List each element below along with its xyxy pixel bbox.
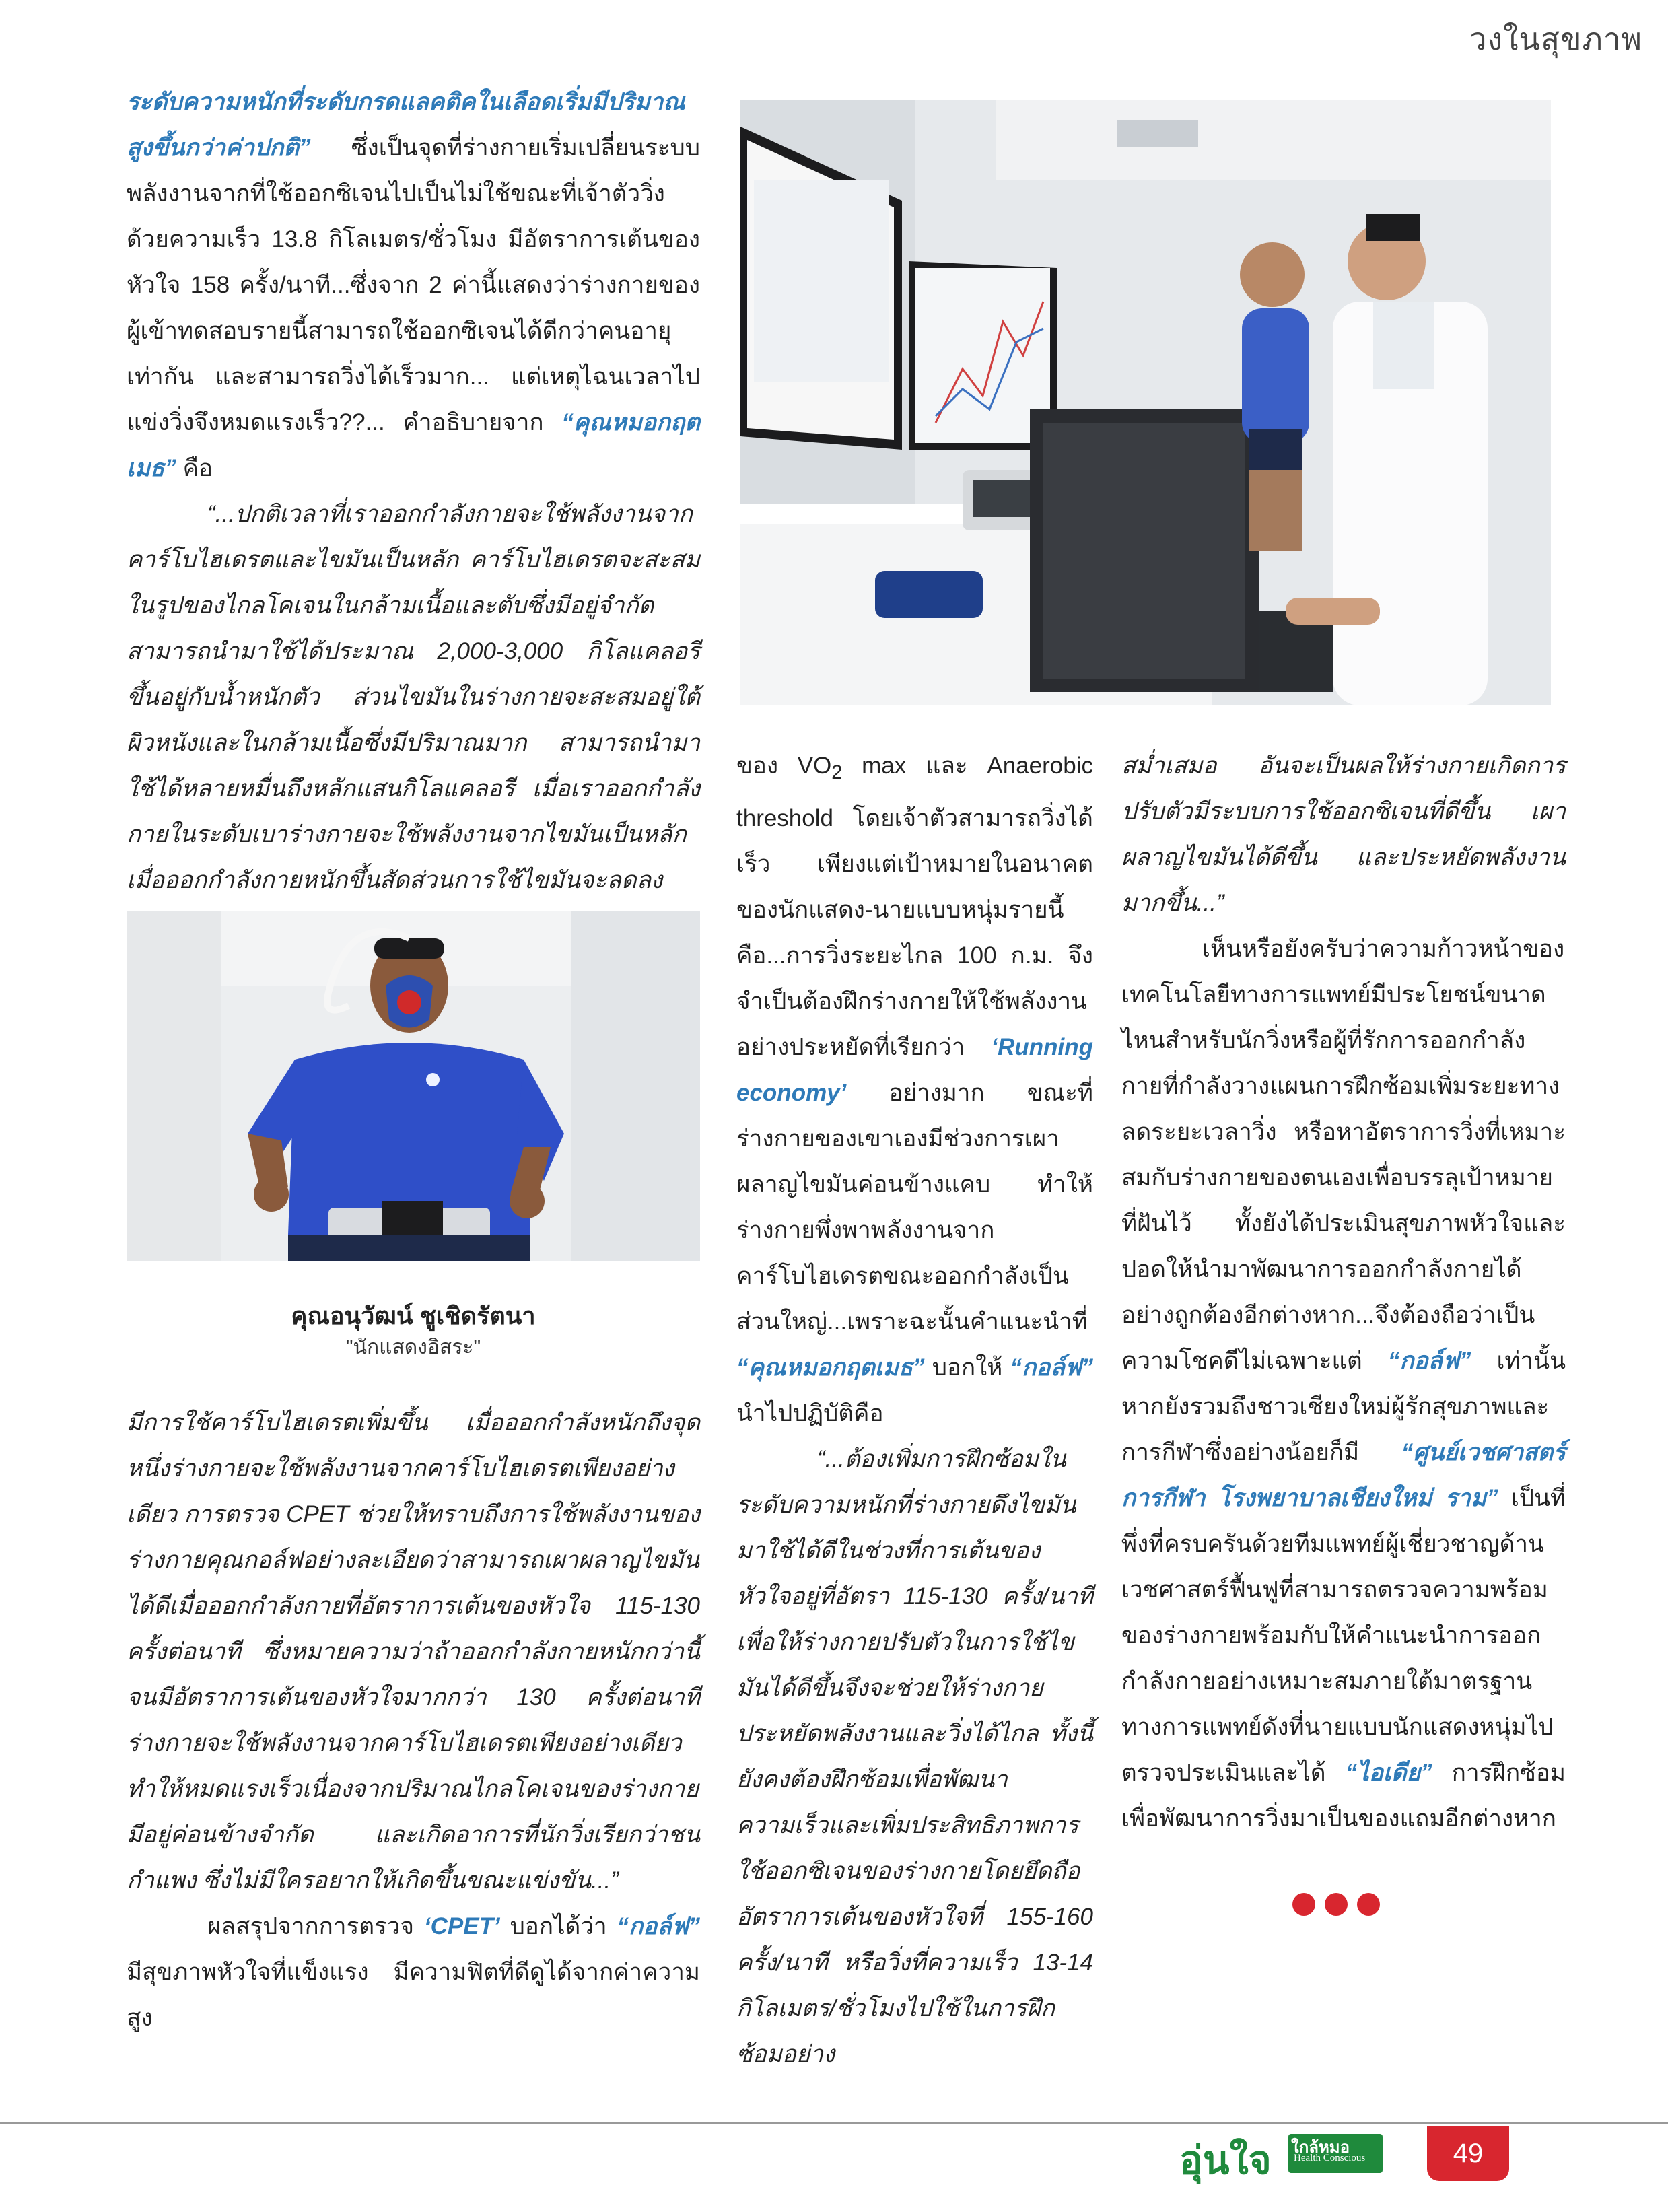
logo-subtitle: Health Conscious: [1294, 2153, 1366, 2164]
quote-paragraph: สม่ำเสมอ อันจะเป็นผลให้ร่างกายเกิดการปรับตัวมีระบบการใช้ออกซิเจนที่ดีขึ้น เผาผลาญไขมันได้ดีขึ้น และประหยัดพลังงานมากขึ้น...”: [1121, 753, 1566, 916]
quote-paragraph: มีการใช้คาร์โบไฮเดรตเพิ่มขึ้น เมื่อออกกำลังหนักถึงจุดหนึ่งร่างกายจะใช้พลังงานจากคาร์โบไฮเดรตเพียงอย่างเดียว การตรวจ CPET ช่วยให้ทราบถึงการใช้พลังงานของร่างกายคุณกอล์ฟอย่างละเอียดว่าสามารถเผาผลาญไขมันได้ดีเมื่อออกกำลังกายที่อัตราการเต้นของหัวใจ 115-130 ครั้งต่อนาที ซึ่งหมายความว่าถ้าออกกำลังกายหนักกว่านี้จนมีอัตราการเต้นของหัวใจมากกว่า 130 ครั้งต่อนาที ร่างกายจะใช้พลังงานจากคาร์โบไฮเดรตเพียงอย่างเดียว ทำให้หมดแรงเร็วเนื่องจากปริมาณไกลโคเจนของร่างกายมีอยู่ค่อนข้างจำกัด และเกิดอาการที่นักวิ่งเรียกว่าชนกำแพง ซึ่งไม่มีใครอยากให้เกิดขึ้นขณะแข่งขัน...”: [127, 1410, 700, 1894]
highlight-text: “ไอเดีย”: [1345, 1760, 1432, 1786]
runner-photo-illustration: [127, 911, 700, 1261]
paragraph: ของ $VO_2$ max และ Anaerobic threshold โดยเจ้าตัวสามารถวิ่งได้เร็ว เพียงแต่เป้าหมายในอนาคตของนักแสดง-นายแบบหนุ่มรายนี้คือ...การวิ่งระยะไกล 100 ก.ม. จึงจำเป็นต้องฝึกร่างกายให้ใช้พลังงานอย่างประหยัดที่เรียกว่า ‘Running economy’ อย่างมาก ขณะที่ร่างกายของเขาเองมีช่วงการเผาผลาญไขมันค่อนข้างแคบ ทำให้ร่างกายพึ่งพาพลังงานจากคาร์โบไฮเดรตขณะออกกำลังเป็นส่วนใหญ่...เพราะฉะนั้นคำแนะนำที่ “คุณหมอกฤตเมธ” บอกให้ “กอล์ฟ” นำไปปฏิบัติคือ: [736, 753, 1093, 1426]
highlight-text: ‘Running economy’: [736, 1034, 1093, 1106]
article-column-1-top: [127, 79, 700, 949]
article-column-3: [1121, 743, 1566, 1842]
paragraph: เห็นหรือยังครับว่าความก้าวหน้าของเทคโนโลยีทางการแพทย์มีประโยชน์ขนาดไหนสำหรับนักวิ่งหรือผู้ที่รักการออกกำลังกายที่กำลังวางแผนการฝึกซ้อมเพิ่มระยะทาง ลดระยะเวลาวิ่ง หรือหาอัตราการวิ่งที่เหมาะสมกับร่างกายของตนเองเพื่อบรรลุเป้าหมายที่ฝันไว้ ทั้งยังได้ประเมินสุขภาพหัวใจและปอดให้นำมาพัฒนาการออกกำลังกายได้อย่างถูกต้องอีกต่างหาก...จึงต้องถือว่าเป็นความโชคดีไม่เฉพาะแต่ “กอล์ฟ” เท่านั้น หากยังรวมถึงชาวเชียงใหม่ผู้รักสุขภาพและการกีฬาซึ่งอย่างน้อยก็มี “ศูนย์เวชศาสตร์การกีฬา โรงพยาบาลเชียงใหม่ ราม” เป็นที่พึ่งที่ครบครันด้วยทีมแพทย์ผู้เชี่ยวชาญด้านเวชศาสตร์ฟื้นฟูที่สามารถตรวจความพร้อมของร่างกายพร้อมกับให้คำแนะนำการออกกำลังกายอย่างเหมาะสมภายใต้มาตรฐานทางการแพทย์ดังที่นายแบบนักแสดงหนุ่มไปตรวจประเมินและได้ “ไอเดีย” การฝึกซ้อมเพื่อพัฒนาการวิ่งมาเป็นของแถมอีกต่างหาก: [1121, 936, 1566, 1832]
logo-tag-text: ใกล้หมอ: [1291, 2139, 1350, 2157]
paragraph: ผลสรุปจากการตรวจ ‘CPET’ บอกได้ว่า “กอล์ฟ” มีสุขภาพหัวใจที่แข็งแรง มีความฟิตที่ดีดูได้จากค่าความสูง: [127, 1913, 700, 2031]
footer-rule: [0, 2122, 1668, 2124]
highlight-text: “คุณหมอกฤตเมธ”: [736, 1354, 925, 1381]
quote-paragraph: “...ปกติเวลาที่เราออกกำลังกายจะใช้พลังงานจากคาร์โบไฮเดรตและไขมันเป็นหลัก คาร์โบไฮเดรตจะสะสมในรูปของไกลโคเจนในกล้ามเนื้อและตับซึ่งมีอยู่จำกัด สามารถนำมาใช้ได้ประมาณ 2,000-3,000 กิโลแคลอรี ขึ้นอยู่กับน้ำหนักตัว ส่วนไขมันในร่างกายจะสะสมอยู่ใต้ผิวหนังและในกล้ามเนื้อซึ่งมีปริมาณมาก สามารถนำมาใช้ได้หลายหมื่นถึงหลักแสนกิโลแคลอรี เมื่อเราออกกำลังกายในระดับเบาร่างกายจะใช้พลังงานจากไขมันเป็นหลัก เมื่อออกกำลังกายหนักขึ้นสัดส่วนการใช้ไขมันจะลดลง: [127, 501, 700, 893]
runner-photo: [127, 911, 700, 1261]
magazine-logo: [1179, 2129, 1381, 2183]
quote-paragraph: “...ต้องเพิ่มการฝึกซ้อมในระดับความหนักที่ร่างกายดึงไขมันมาใช้ได้ดีในช่วงที่การเต้นของหัวใจอยู่ที่อัตรา 115-130 ครั้ง/นาที เพื่อให้ร่างกายปรับตัวในการใช้ไขมันได้ดีขึ้นจึงจะช่วยให้ร่างกายประหยัดพลังงานและวิ่งได้ไกล ทั้งนี้ ยังคงต้องฝึกซ้อมเพื่อพัฒนาความเร็วและเพิ่มประสิทธิภาพการใช้ออกซิเจนของร่างกายโดยยึดถืออัตราการเต้นของหัวใจที่ 155-160 ครั้ง/นาที หรือวิ่งที่ความเร็ว 13-14 กิโลเมตร/ชั่วโมงไปใช้ในการฝึกซ้อมอย่าง: [736, 1446, 1093, 2067]
highlight-text: “กอล์ฟ”: [1387, 1348, 1471, 1374]
highlight-text: “คุณหมอกฤตเมธ”: [127, 409, 700, 481]
highlight-text: ระดับความหนักที่ระดับกรดแลคติคในเลือดเริ่มมีปริมาณสูงขึ้นกว่าค่าปกติ”: [127, 89, 685, 161]
caption-name: คุณอนุวัฒน์ ชูเชิดรัตนา: [291, 1302, 536, 1329]
section-title: วงในสุขภาพ: [1469, 22, 1642, 57]
logo-main-text: อุ่นใจ: [1179, 2137, 1272, 2183]
photo-caption: [127, 1299, 700, 1362]
highlight-text: ‘CPET’: [423, 1913, 500, 1939]
end-mark-icon: [1325, 1893, 1348, 1916]
highlight-text: “กอล์ฟ”: [1010, 1354, 1093, 1381]
caption-role: "นักแสดงอิสระ": [345, 1336, 481, 1358]
end-mark-icon: [1292, 1893, 1315, 1916]
paragraph: ระดับความหนักที่ระดับกรดแลคติคในเลือดเริ่มมีปริมาณสูงขึ้นกว่าค่าปกติ” ซึ่งเป็นจุดที่ร่างกายเริ่มเปลี่ยนระบบพลังงานจากที่ใช้ออกซิเจนไปเป็นไม่ใช้ขณะที่เจ้าตัววิ่งด้วยความเร็ว 13.8 กิโลเมตร/ชั่วโมง มีอัตราการเต้นของหัวใจ 158 ครั้ง/นาที...ซึ่งจาก 2 ค่านี้แสดงว่าร่างกายของผู้เข้าทดสอบรายนี้สามารถใช้ออกซิเจนได้ดีกว่าคนอายุเท่ากัน และสามารถวิ่งได้เร็วมาก... แต่เหตุไฉนเวลาไปแข่งวิ่งจึงหมดแรงเร็ว??... คำอธิบายจาก “คุณหมอกฤตเมธ” คือ: [127, 89, 700, 481]
page-number: 49: [1427, 2126, 1509, 2181]
lab-photo: [740, 100, 1551, 705]
end-mark-icon: [1357, 1893, 1380, 1916]
highlight-text: “ศูนย์เวชศาสตร์การกีฬา โรงพยาบาลเชียงใหม่ ราม”: [1121, 1439, 1566, 1511]
end-of-article-marks: [1292, 1893, 1393, 1920]
highlight-text: “กอล์ฟ”: [617, 1913, 700, 1939]
article-column-2: [736, 743, 1093, 2077]
lab-photo-illustration: [740, 100, 1551, 705]
article-column-1-bottom: [127, 1400, 700, 2041]
